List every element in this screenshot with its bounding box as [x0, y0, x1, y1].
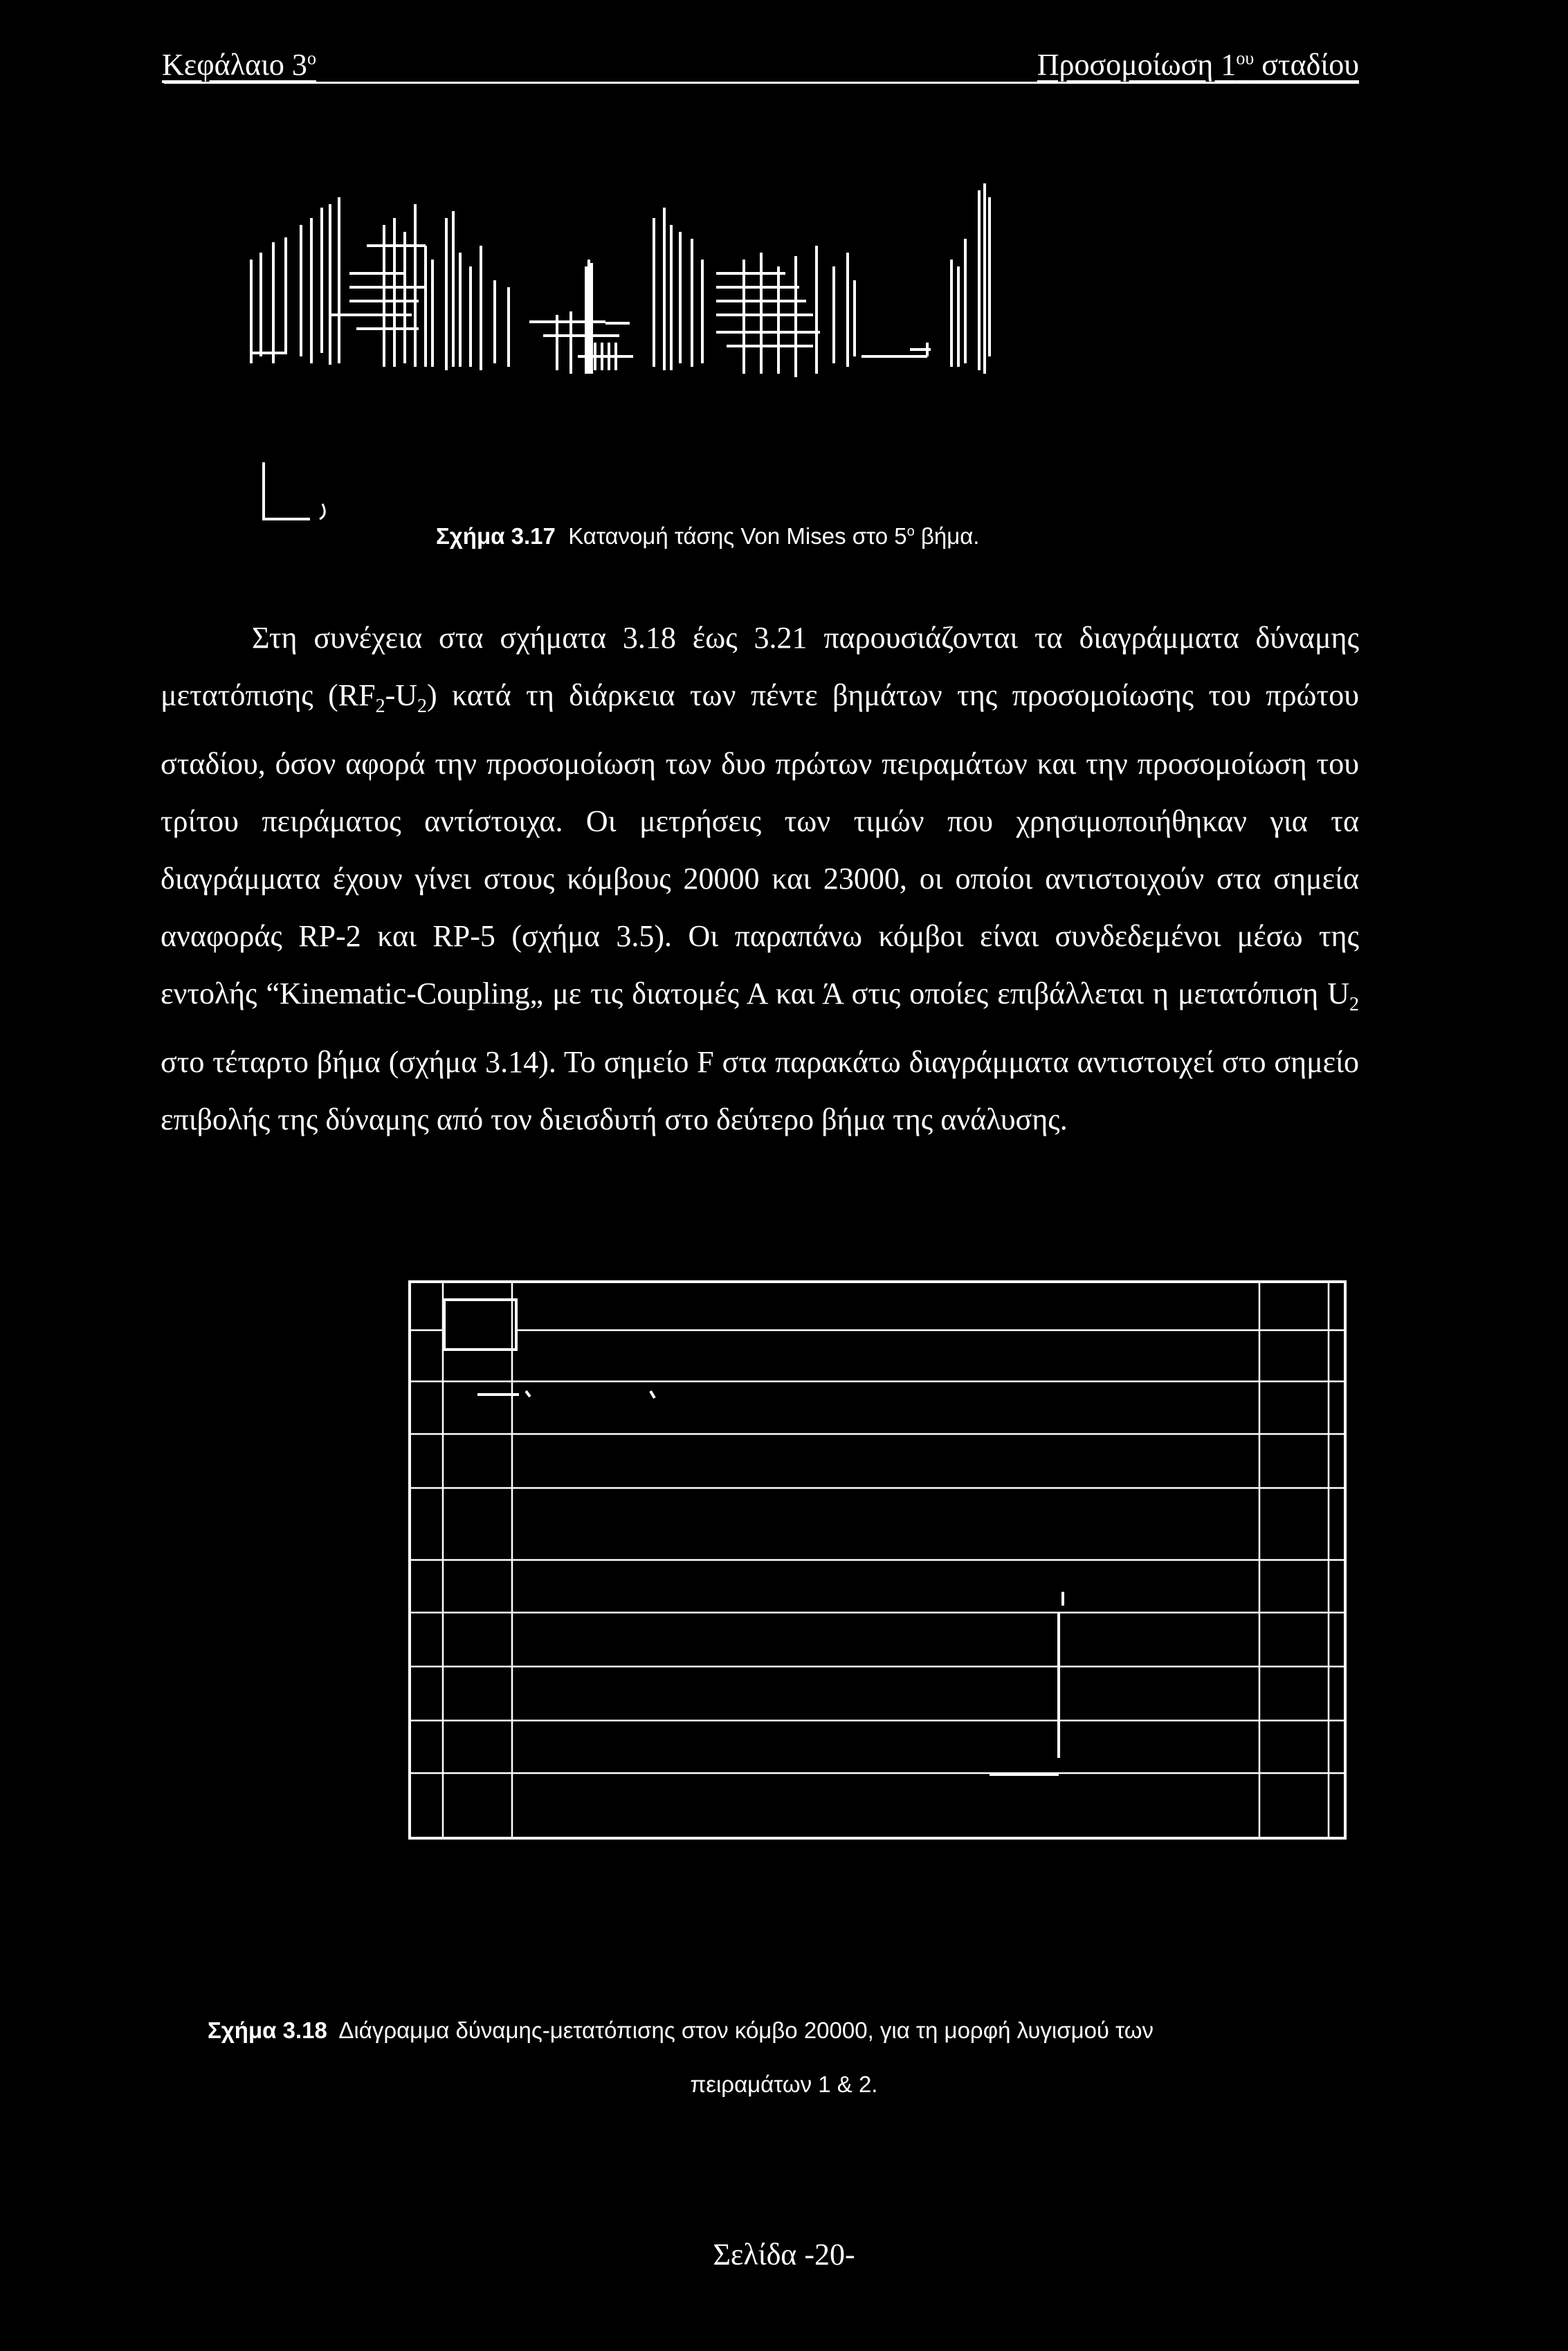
body-paragraph: Στη συνέχεια στα σχήματα 3.18 έως 3.21 παρουσιάζονται τα διαγράμματα δύναμης μετατόπισης $(RF_2-U_2)$ κατά τη διάρκεια των πέντε βημάτων της προσομοίωσης του πρώτου σταδίου, όσον αφορά την προσομοίωση των δυο πρώτων πειραμάτων και την προσομοίωση του τρίτου πειράματος αντίστοιχα. Οι μετρήσεις των τιμών που χρησιμοποιήθηκαν για τα διαγράμματα έχουν γίνει στους κόμβους 20000 και 23000, οι οποίοι αντιστοιχούν στα σημεία αναφοράς RP-2 και RP-5 (σχήμα 3.5). Οι παραπάνω κόμβοι είναι συνδεδεμένοι μέσω της εντολής “Kinematic-Coupling„ με τις διατομές Α και Ά στις οποίες επιβάλλεται η μετατόπιση $U_2$ στο τέταρτο βήμα (σχήμα 3.14). Το σημείο F στα παρακάτω διαγράμματα αντιστοιχεί στο σημείο επιβολής της δύναμης από τον διεισδυτή στο δεύτερο βήμα της ανάλυσης. — [161, 621, 1359, 1136]
chapter-header: Κεφάλαιο $3^o$ — [162, 48, 316, 82]
figure-3-18-caption-line2: πειραμάτων 1 & 2. — [690, 2071, 878, 2097]
figure-3-17-image — [246, 176, 1339, 412]
figure-3-17-caption: Σχήμα 3.17 Κατανομή τάσης Von Mises στο $5^o$ βήμα. — [436, 523, 980, 549]
figure-3-18-caption-line1: Σχήμα 3.18 Διάγραμμα δύναμης-μετατόπισης στον κόμβο 20000, για τη μορφή λυγισμού των — [208, 2017, 1154, 2043]
header-rule — [164, 82, 1359, 84]
axis-triad-icon — [262, 462, 338, 532]
page-number: Σελίδα -20- — [713, 2237, 855, 2271]
figure-3-18-image — [408, 1280, 1347, 1840]
section-header: Προσομοίωση $1^{o\upsilon}$ σταδίου — [1037, 48, 1359, 82]
